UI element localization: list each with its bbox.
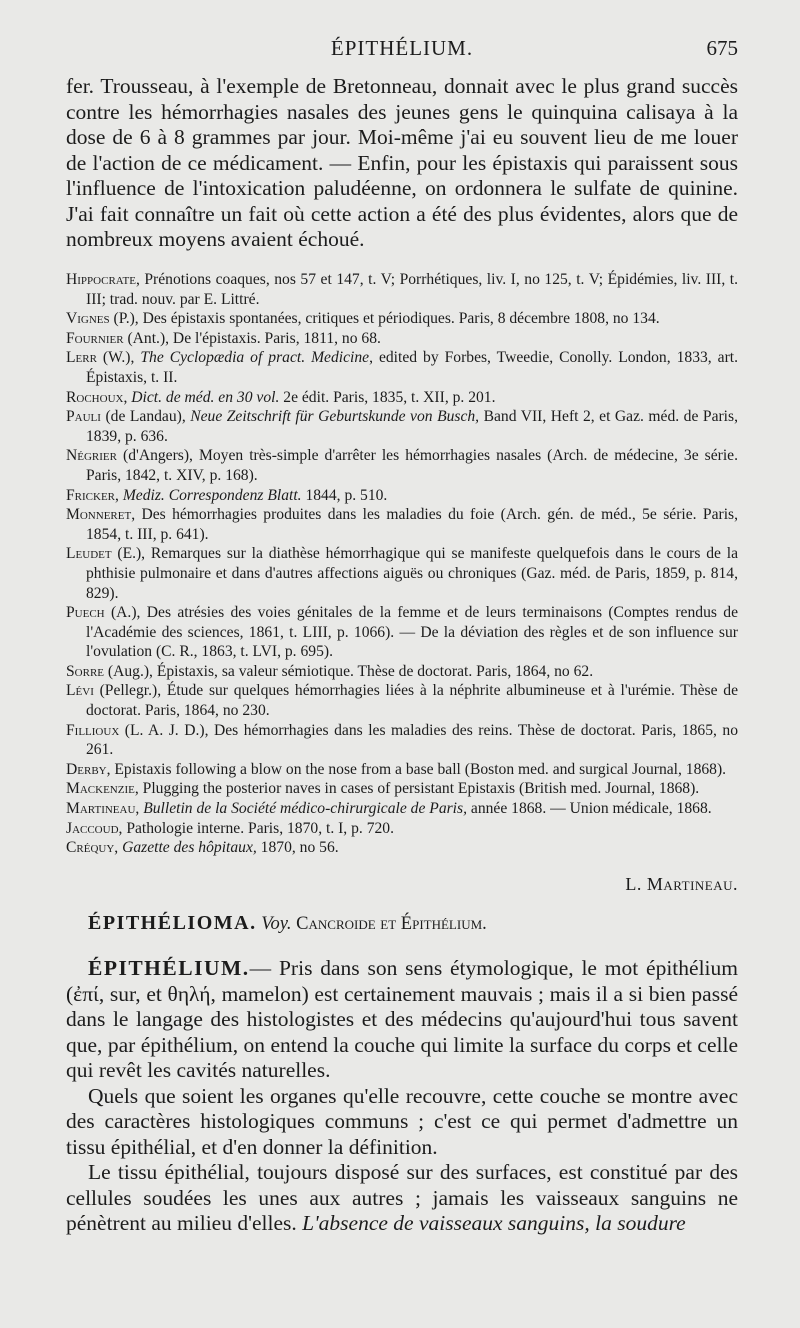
reference-details: , Prénotions coaques, nos 57 et 147, t. V; Porrhétiques, liv. I, no 125, t. V; Épidémies, liv. III, t. III; trad. nouv. par E. Littré. xyxy=(86,271,738,308)
reference-entry xyxy=(66,721,738,760)
reference-details: (d'Angers), Moyen très-simple d'arrêter les hémorrhagies nasales (Arch. de médecine, 3e série. Paris, 1842, t. XIV, p. 168). xyxy=(86,447,738,484)
see-also-label: Voy. xyxy=(261,914,292,934)
reference-entry xyxy=(66,309,738,329)
epithelium-paragraph-2: Quels que soient les organes qu'elle recouvre, cette couche se montre avec des caractères histologiques communs ; c'est ce qui permet d'admettre un tissu épithélial, et d'en donner la définition. xyxy=(66,1083,738,1159)
reference-details: (L. A. J. D.), Des hémorrhagies dans les maladies des reins. Thèse de doctorat. Paris, 1865, no 261. xyxy=(86,721,738,759)
author-signature: L. Martineau. xyxy=(625,874,738,894)
reference-author: Pauli xyxy=(66,408,101,426)
headword-epithelium: ÉPITHÉLIUM. xyxy=(88,956,250,980)
reference-author: Mackenzie xyxy=(66,780,135,798)
reference-title: Mediz. Correspondenz Blatt. xyxy=(122,486,302,504)
reference-title: Bulletin de la Société médico-chirurgicale de Paris, xyxy=(143,800,467,818)
reference-entry xyxy=(66,329,738,349)
reference-details: (P.), Des épistaxis spontanées, critiques et périodiques. Paris, 8 décembre 1808, no 134. xyxy=(109,310,660,328)
reference-details: , Plugging the posterior naves in cases of persistant Epistaxis (British med. Journal, 1868). xyxy=(134,780,700,798)
reference-entry xyxy=(66,760,738,780)
reference-author: Leudet xyxy=(66,545,112,563)
running-header xyxy=(66,36,738,66)
epithelium-paragraph-3 xyxy=(66,1160,738,1237)
reference-entry xyxy=(66,270,738,309)
reference-entry xyxy=(66,603,738,662)
reference-entry xyxy=(66,819,738,839)
intro-paragraph: fer. Trousseau, à l'exemple de Bretonneau, donnait avec le plus grand succès contre les hémorrhagies nasales des jeunes gens le quinquina calisaya à la dose de 6 à 8 grammes par jour. Moi-même j'ai eu souvent lieu de me louer de l'action de ce médicament. — Enfin, pour les épistaxis qui paraissent sous l'influence de l'intoxication paludéenne, on ordonnera le sulfate de quinine. J'ai fait connaître un fait où cette action a été des plus évidentes, alors que de nombreux moyens avaient échoué. xyxy=(66,74,738,251)
reference-entry xyxy=(66,779,738,799)
reference-entry xyxy=(66,799,738,819)
reference-author: Jaccoud xyxy=(66,819,119,837)
reference-text: , xyxy=(135,800,144,818)
reference-author: Hippocrate xyxy=(66,271,136,288)
reference-text: (W.), xyxy=(96,349,141,367)
reference-author: Vignes xyxy=(66,310,110,328)
reference-author: Martineau xyxy=(66,800,136,818)
reference-author: Rochoux xyxy=(66,388,124,406)
running-title: ÉPITHÉLIUM. xyxy=(330,36,474,60)
reference-author: Derby xyxy=(66,760,107,778)
reference-details: 1844, p. 510. xyxy=(301,486,388,504)
reference-entry xyxy=(66,662,738,682)
reference-entry xyxy=(66,388,738,408)
reference-details: (E.), Remarques sur la diathèse hémorrhagique qui se manifeste quelquefois dans le cours de la phthisie pulmonaire et dans d'autres affections aiguës ou chroniques (Gaz. méd. de Paris, 1859, p. 814, 829). xyxy=(86,545,738,602)
reference-details: Band VII, Heft 2, et Gaz. méd. de Paris, 1839, p. 636. xyxy=(86,408,738,445)
reference-details: (Pellegr.), Étude sur quelques hémorrhagies liées à la néphrite albumineuse et à l'urémie. Thèse de doctorat. Paris, 1864, no 230. xyxy=(86,682,738,720)
reference-author: Lerr xyxy=(66,349,97,367)
reference-details: , Epistaxis following a blow on the nose from a base ball (Boston med. and surgical Journal, 1868). xyxy=(106,760,727,778)
reference-details: 1870, no 56. xyxy=(256,839,339,857)
reference-entry xyxy=(66,681,738,720)
reference-author: Négrier xyxy=(66,447,117,465)
entry-epithelium xyxy=(66,956,738,1237)
reference-entry xyxy=(66,348,738,387)
reference-entry xyxy=(66,838,738,858)
reference-author: Sorre xyxy=(66,662,105,680)
reference-author: Lévi xyxy=(66,682,94,700)
epithelium-paragraph-3-text: Le tissu épithélial, toujours disposé sur des surfaces, est constitué par des cellules soudées les unes aux autres ; jamais les vaisseaux sanguins ne pénètrent au milieu d'elles. xyxy=(66,1160,738,1235)
reference-text: , xyxy=(123,388,132,406)
reference-title: Neue Zeitschrift für Geburtskunde von Busch, xyxy=(190,408,480,426)
reference-details: (A.), Des atrésies des voies génitales de la femme et de leurs terminaisons (Comptes rendus de l'Académie des sciences, 1861, t. LIII, p. 1066). — De la déviation des règles et de son influence sur l'ovulation (C. R., 1863, t. LVI, p. 695). xyxy=(86,604,738,661)
epithelium-paragraph-1-text: — Pris dans son sens étymologique, le mot épithélium (ἐπί, sur, et θηλή, mamelon) est certainement mauvais ; mais il a si bien passé dans le langage des histologistes et des médecins qu'aujourd'hui tous savent que, par épithélium, on entend la couche qui limite la surface du corps et celle qui revêt les cavités naturelles. xyxy=(66,956,738,1082)
intro-paragraph-block xyxy=(66,74,738,253)
reference-title: Dict. de méd. en 30 vol. xyxy=(131,388,280,406)
reference-text: (de Landau), xyxy=(100,408,191,426)
reference-entry xyxy=(66,544,738,603)
reference-author: Fricker xyxy=(66,486,116,504)
reference-entry xyxy=(66,407,738,446)
entry-epithelioma xyxy=(88,912,738,935)
reference-details: 2e édit. Paris, 1835, t. XII, p. 201. xyxy=(279,388,496,406)
see-also-refs: Cancroide et Épithélium. xyxy=(296,914,487,934)
reference-author: Créquy xyxy=(66,839,115,857)
reference-author: Fillioux xyxy=(66,721,120,739)
headword-epithelioma: ÉPITHÉLIOMA. xyxy=(88,912,257,934)
reference-details: , edited by Forbes, Tweedie, Conolly. London, 1833, art. Épistaxis, t. II. xyxy=(86,349,739,386)
reference-details: année 1868. — Union médicale, 1868. xyxy=(467,800,712,818)
reference-details: , Des hémorrhagies produites dans les maladies du foie (Arch. gén. de méd., 5e série. Paris, 1854, t. III, p. 641). xyxy=(86,506,738,543)
reference-title: The Cyclopædia of pract. Medicine xyxy=(140,349,370,367)
reference-author: Puech xyxy=(66,604,105,622)
reference-text: , xyxy=(115,486,123,504)
reference-entry xyxy=(66,446,738,485)
reference-details: (Aug.), Épistaxis, sa valeur sémiotique. Thèse de doctorat. Paris, 1864, no 62. xyxy=(104,662,594,680)
bibliography-list xyxy=(66,270,738,858)
reference-entry xyxy=(66,505,738,544)
page-number: 675 xyxy=(706,36,738,60)
reference-text: , xyxy=(114,839,123,857)
reference-author: Fournier xyxy=(66,329,124,347)
reference-details: (Ant.), De l'épistaxis. Paris, 1811, no 68. xyxy=(123,329,381,347)
reference-author: Monneret xyxy=(66,506,132,524)
reference-entry xyxy=(66,486,738,506)
reference-details: , Pathologie interne. Paris, 1870, t. I, p. 720. xyxy=(118,819,394,837)
epithelium-paragraph-1 xyxy=(66,956,738,1084)
epithelium-paragraph-3-italic: L'absence de vaisseaux sanguins, la soudure xyxy=(302,1211,686,1235)
reference-title: Gazette des hôpitaux, xyxy=(122,839,257,857)
